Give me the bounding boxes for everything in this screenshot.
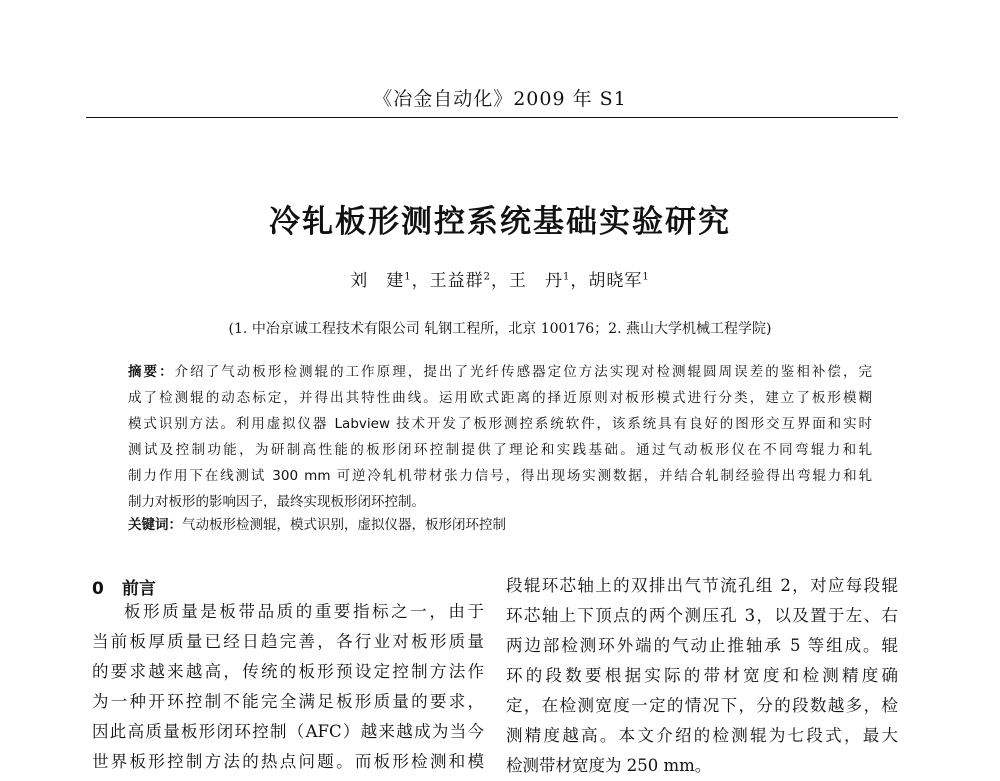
body-line: 测精度越高。本文介绍的检测辊为七段式，最大 bbox=[506, 726, 898, 745]
section-heading bbox=[92, 574, 156, 599]
author-separator: ， bbox=[491, 271, 509, 291]
author-affiliation-mark: 2 bbox=[483, 271, 491, 283]
body-line: 检测带材宽度为 250 mm。 bbox=[506, 756, 712, 775]
author-affiliation-mark: 1 bbox=[404, 271, 412, 283]
abstract-text: 介绍了气动板形检测辊的工作原理，提出了光纤传感器定位方法实现对检测辊圆周误差的鉴相补偿，完 bbox=[174, 364, 872, 380]
left-column bbox=[92, 597, 484, 777]
body-line: 两边部检测环外端的气动止推轴承 5 等组成。辊 bbox=[506, 636, 898, 655]
keywords bbox=[128, 512, 872, 538]
keywords-label: 关键词： bbox=[128, 517, 182, 533]
author-list bbox=[0, 266, 1000, 291]
body-line: 因此高质量板形闭环控制（AFC）越来越成为当今 bbox=[92, 722, 484, 741]
author-name: 王 丹 bbox=[509, 271, 563, 291]
affiliation: (1. 中冶京诚工程技术有限公司 轧钢工程所，北京 100176；2. 燕山大学机械工程学院) bbox=[228, 321, 772, 337]
abstract-line bbox=[128, 359, 872, 385]
author-name: 王益群 bbox=[429, 271, 484, 291]
abstract bbox=[128, 359, 872, 515]
author-separator: ， bbox=[570, 271, 589, 291]
body-line: 为一种开环控制不能完全满足板形质量的要求， bbox=[92, 692, 484, 711]
body-line: 当前板厚质量已经日趋完善，各行业对板形质量 bbox=[92, 632, 484, 651]
body-line: 段辊环芯轴上的双排出气节流孔组 2，对应每段辊 bbox=[506, 576, 898, 595]
body-line: 定，在检测宽度一定的情况下，分的段数越多，检 bbox=[506, 696, 898, 715]
keywords-text: 气动板形检测辊，模式识别，虚拟仪器，板形闭环控制 bbox=[182, 517, 506, 533]
author-affiliation-mark: 1 bbox=[642, 271, 650, 283]
abstract-line: 测试及控制功能，为研制高性能的板形闭环控制提供了理论和实践基础。通过气动板形仪在不同弯辊力和轧 bbox=[128, 442, 872, 458]
section-title: 前言 bbox=[121, 579, 156, 599]
abstract-line: 制力作用下在线测试 300 mm 可逆冷轧机带材张力信号，得出现场实测数据，并结合轧制经验得出弯辊力和轧 bbox=[128, 468, 872, 484]
body-line: 世界板形控制方法的热点问题。而板形检测和模 bbox=[92, 752, 484, 771]
right-column bbox=[506, 571, 898, 781]
paper-title: 冷轧板形测控系统基础实验研究 bbox=[269, 204, 731, 240]
author-affiliation-mark: 1 bbox=[563, 271, 571, 283]
abstract-line: 成了检测辊的动态标定，并得出其特性曲线。运用欧式距离的择近原则对板形模式进行分类，建立了板形模糊 bbox=[128, 390, 872, 406]
body-line: 的要求越来越高，传统的板形预设定控制方法作 bbox=[92, 662, 484, 681]
journal-header: 《冶金自动化》2009 年 S1 bbox=[373, 88, 627, 110]
section-number: 0 bbox=[92, 579, 104, 599]
header-rule bbox=[86, 117, 898, 118]
author-name: 刘 建 bbox=[350, 271, 405, 291]
author-separator: ， bbox=[411, 271, 430, 291]
abstract-line: 制力对板形的影响因子，最终实现板形闭环控制。 bbox=[128, 494, 425, 510]
abstract-label: 摘要： bbox=[128, 364, 175, 380]
body-line: 环芯轴上下顶点的两个测压孔 3，以及置于左、右 bbox=[506, 606, 898, 625]
abstract-line: 模式识别方法。利用虚拟仪器 Labview 技术开发了板形测控系统软件，该系统具有良好的图形交互界面和实时 bbox=[128, 416, 872, 432]
body-line: 板形质量是板带品质的重要指标之一，由于 bbox=[124, 602, 484, 621]
body-line: 环的段数要根据实际的带材宽度和检测精度确 bbox=[506, 666, 898, 685]
author-name: 胡晓军 bbox=[588, 271, 643, 291]
